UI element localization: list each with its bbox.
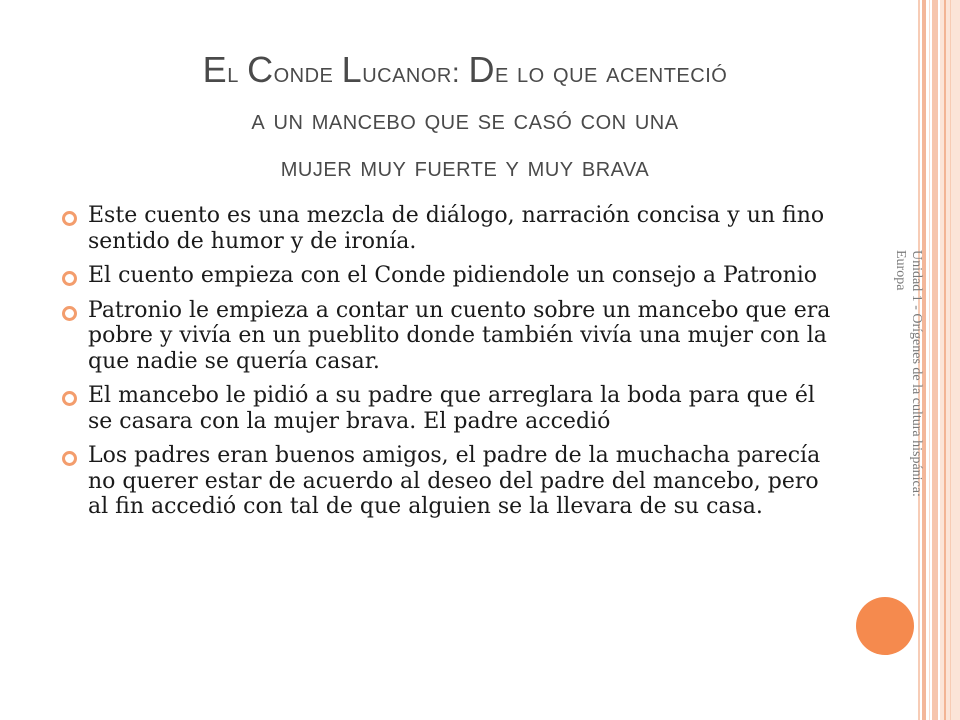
bullet-list (62, 203, 842, 529)
title-word: onde (273, 57, 334, 88)
list-item (62, 203, 842, 254)
bullet-text: El cuento empieza con el Conde pidiendole un consejo a Patronio (88, 263, 818, 288)
decor-stripe (944, 0, 946, 720)
title-line-2: a un mancebo que se casó con una (251, 104, 679, 135)
side-note: Unidad 1 - Orígenes de la cultura hispánica: Europa (893, 250, 924, 497)
title-word: e lo que acenteció (494, 57, 728, 88)
list-item (62, 383, 842, 434)
title-line-1 (202, 49, 728, 90)
list-item (62, 443, 842, 520)
title-word: l (227, 57, 239, 88)
bullet-circle-icon (62, 391, 77, 406)
title-initial: L (341, 49, 363, 90)
list-item (62, 263, 842, 289)
accent-circle (856, 597, 914, 655)
title-initial: C (247, 49, 274, 90)
bullet-text: Este cuento es una mezcla de diálogo, narración concisa y un fino sentido de humor y de ironía. (88, 203, 825, 254)
bullet-text: Los padres eran buenos amigos, el padre de la muchacha parecía no querer estar de acuerdo al deseo del padre del mancebo, pero al fin accedió con tal de que alguien se la llevara de su casa. (88, 443, 821, 519)
decor-stripe (950, 0, 951, 720)
bullet-circle-icon (62, 211, 77, 226)
bullet-circle-icon (62, 306, 77, 321)
list-item (62, 298, 842, 375)
title-colon: : (451, 57, 461, 88)
bullet-circle-icon (62, 271, 77, 286)
title-initial: E (202, 49, 228, 90)
bullet-text: El mancebo le pidió a su padre que arreglara la boda para que él se casara con la mujer brava. El padre accedió (88, 383, 815, 434)
title-initial: D (468, 49, 495, 90)
slide-title (40, 46, 890, 190)
title-word: ucanor (362, 57, 452, 88)
decor-stripe (932, 0, 938, 720)
bullet-text: Patronio le empieza a contar un cuento sobre un mancebo que era pobre y vivía en un pueblito donde también vivía una mujer con la que nadie se quería casar. (88, 297, 831, 374)
title-line-3: mujer muy fuerte y muy brava (280, 151, 650, 182)
bullet-circle-icon (62, 451, 77, 466)
decor-stripe (929, 0, 930, 720)
